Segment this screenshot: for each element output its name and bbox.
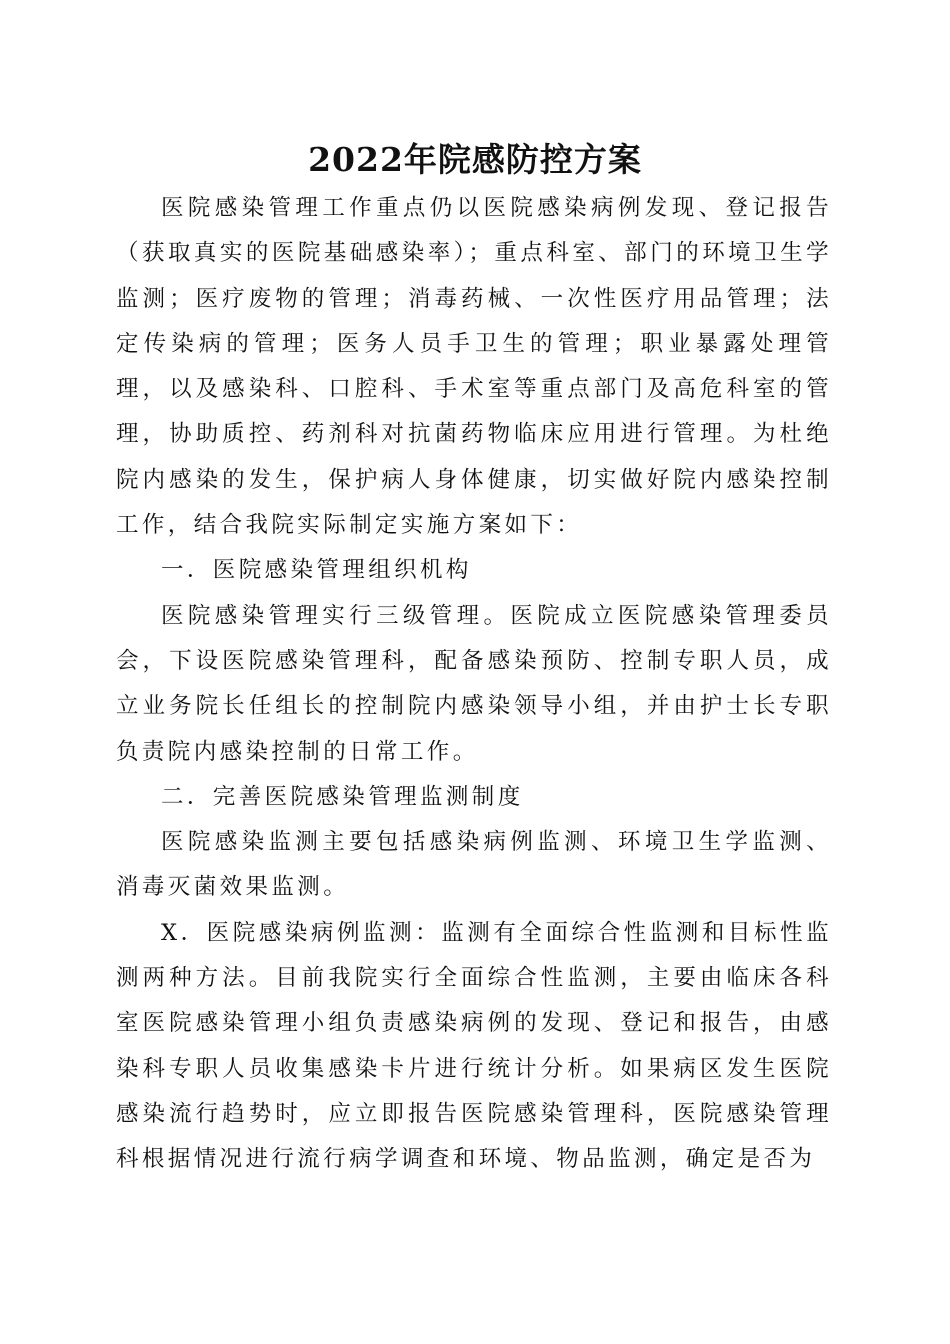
case-monitoring-paragraph: X．医院感染病例监测：监测有全面综合性监测和目标性监测两种方法。目前我院实行全面综合性监测，主要由临床各科室医院感染管理小组负责感染病例的发现、登记和报告，由感染科专职人员收集感染卡片进行统计分析。如果病区发生医院感染流行趋势时，应立即报告医院感染管理科，医院感染管理科根据情况进行流行病学调查和环境、物品监测，确定是否为 bbox=[116, 919, 832, 1173]
organization-paragraph: 医院感染管理实行三级管理。医院成立医院感染管理委员会，下设医院感染管理科，配备感染预防、控制专职人员，成立业务院长任组长的控制院内感染领导小组，并由护士长专职负责院内感染控制的日常工作。 bbox=[116, 602, 832, 765]
document-body bbox=[116, 186, 832, 1183]
intro-paragraph: 医院感染管理工作重点仍以医院感染病例发现、登记报告（获取真实的医院基础感染率）；重点科室、部门的环境卫生学监测；医疗废物的管理；消毒药械、一次性医疗用品管理；法定传染病的管理；医务人员手卫生的管理；职业暴露处理管理，以及感染科、口腔科、手术室等重点部门及高危科室的管理，协助质控、药剂科对抗菌药物临床应用进行管理。为杜绝院内感染的发生，保护病人身体健康，切实做好院内感染控制工作，结合我院实际制定实施方案如下： bbox=[116, 195, 832, 539]
section-heading-monitoring: 二．完善医院感染管理监测制度 bbox=[161, 783, 524, 810]
monitoring-paragraph: 医院感染监测主要包括感染病例监测、环境卫生学监测、消毒灭菌效果监测。 bbox=[116, 829, 832, 901]
document-title: 2022年院感防控方案 bbox=[308, 140, 642, 179]
section-heading-organization: 一．医院感染管理组织机构 bbox=[161, 557, 472, 584]
